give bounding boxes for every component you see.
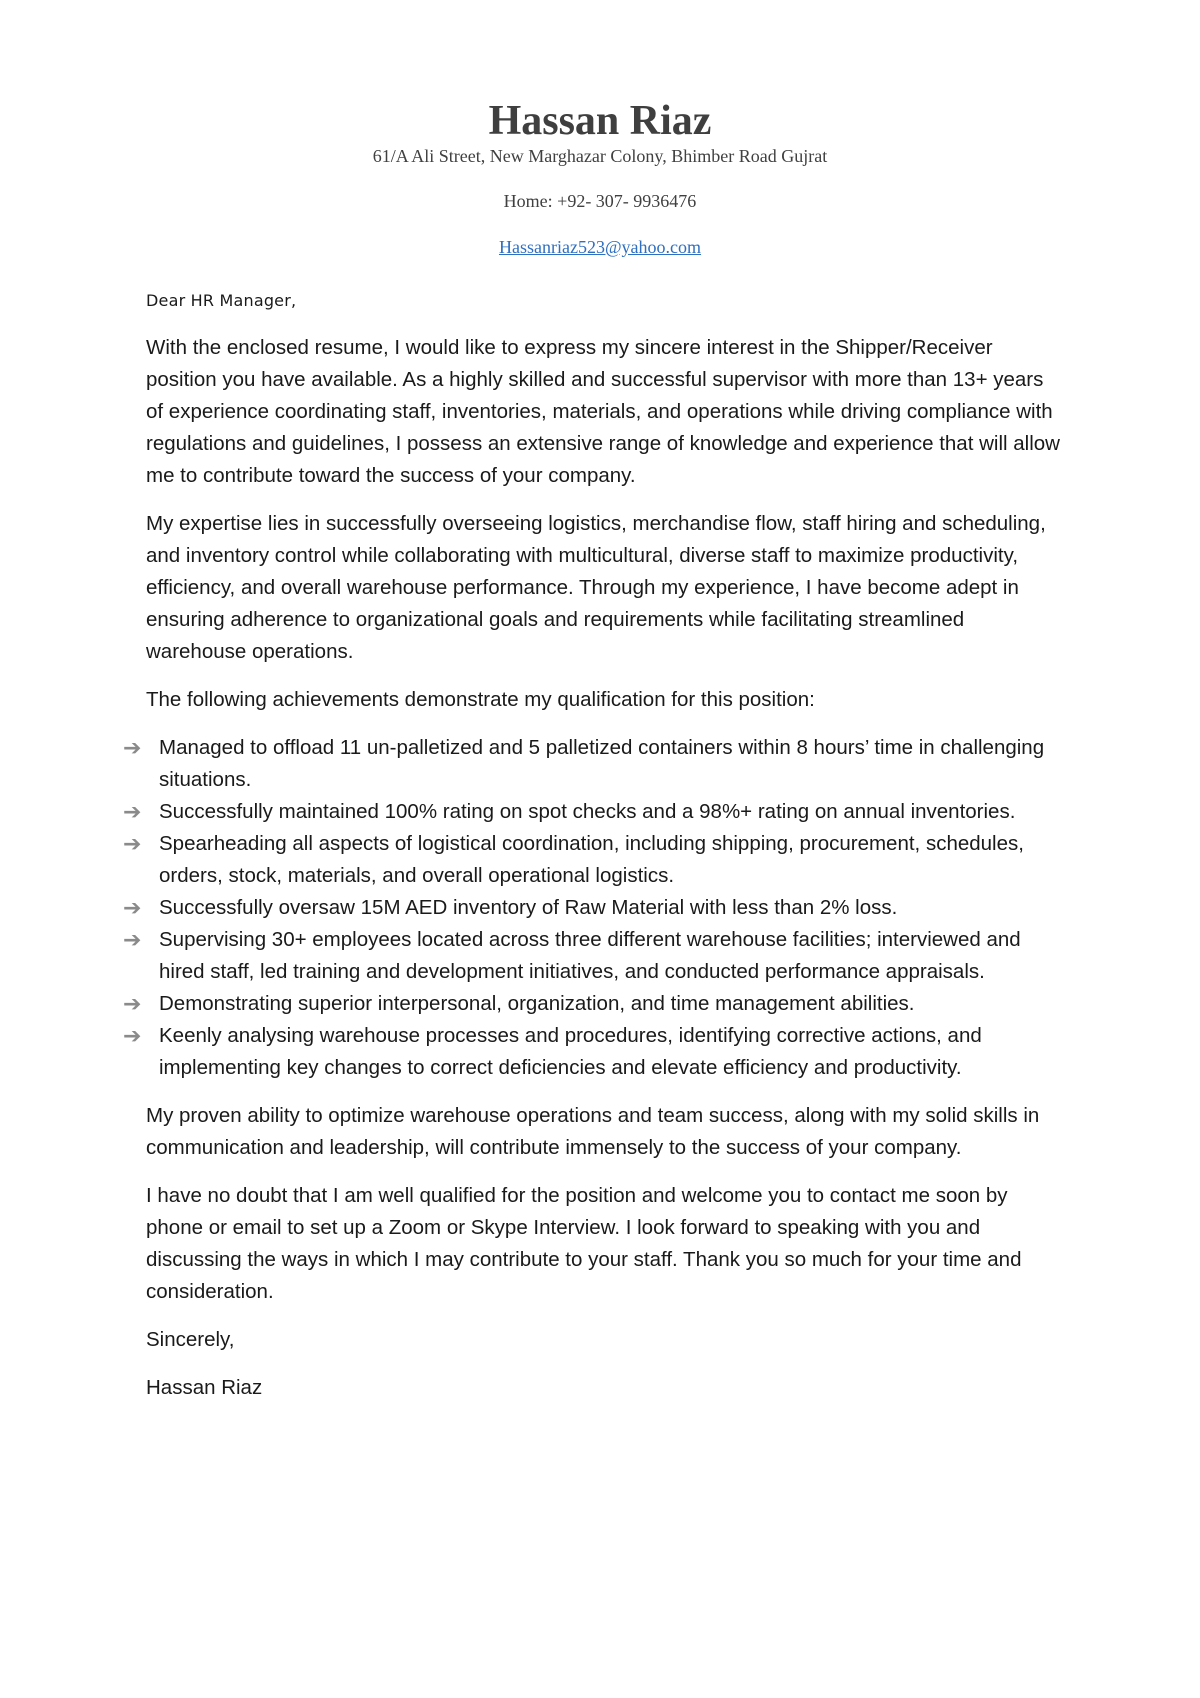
letterhead: [0, 97, 1200, 258]
achievement-text: Managed to offload 11 un-palletized and 5 palletized containers within 8 hours’ time in challenging situations.: [159, 736, 1045, 791]
salutation: Dear HR Manager,: [146, 291, 297, 310]
list-item: [123, 924, 1066, 988]
achievement-text: Keenly analysing warehouse processes and procedures, identifying corrective actions, and implementing key changes to correct deficiencies and elevate efficiency and productivity.: [159, 1024, 982, 1079]
achievements-intro: The following achievements demonstrate my qualification for this position:: [146, 688, 815, 711]
arrow-right-icon: ➔: [123, 735, 142, 760]
sender-phone: Home: +92- 307- 9936476: [503, 191, 697, 211]
achievement-text: Supervising 30+ employees located across three different warehouse facilities; interviewed and hired staff, led training and development initiatives, and conducted performance appraisals.: [159, 928, 1021, 983]
arrow-right-icon: ➔: [123, 1023, 142, 1048]
contact-request-paragraph: I have no doubt that I am well qualified for the position and welcome you to contact me soon by phone or email to set up a Zoom or Skype Interview. I look forward to speaking with you and discussing the ways in which I may contribute to your staff. Thank you so much for your time and consideration.: [146, 1184, 1022, 1303]
signoff: Sincerely,: [146, 1328, 235, 1351]
achievement-text: Successfully oversaw 15M AED inventory of Raw Material with less than 2% loss.: [159, 896, 898, 919]
achievement-text: Successfully maintained 100% rating on spot checks and a 98%+ rating on annual inventories.: [159, 800, 1016, 823]
letter-body: [123, 290, 1066, 1420]
list-item: [123, 892, 1066, 924]
arrow-right-icon: ➔: [123, 991, 142, 1016]
list-item: [123, 988, 1066, 1020]
arrow-right-icon: ➔: [123, 895, 142, 920]
list-item: [123, 1020, 1066, 1084]
achievements-list: [123, 732, 1066, 1084]
sender-email-link[interactable]: Hassanriaz523@yahoo.com: [498, 237, 702, 257]
sender-address: 61/A Ali Street, New Marghazar Colony, Bhimber Road Gujrat: [372, 146, 828, 166]
arrow-right-icon: ➔: [123, 927, 142, 952]
expertise-paragraph: My expertise lies in successfully overseeing logistics, merchandise flow, staff hiring and scheduling, and inventory control while collaborating with multicultural, diverse staff to maximize productivity, efficiency, and overall warehouse performance. Through my experience, I have become adept in ensuring adherence to organizational goals and requirements while facilitating streamlined warehouse operations.: [146, 512, 1046, 663]
list-item: [123, 828, 1066, 892]
list-item: [123, 732, 1066, 796]
arrow-right-icon: ➔: [123, 831, 142, 856]
intro-paragraph: With the enclosed resume, I would like to express my sincere interest in the Shipper/Receiver position you have available. As a highly skilled and successful supervisor with more than 13+ years of experience coordinating staff, inventories, materials, and operations while driving compliance with regulations and guidelines, I possess an extensive range of knowledge and experience that will allow me to contribute toward the success of your company.: [146, 336, 1060, 487]
sender-name: Hassan Riaz: [488, 98, 712, 144]
ability-paragraph: My proven ability to optimize warehouse operations and team success, along with my solid skills in communication and leadership, will contribute immensely to the success of your company.: [146, 1104, 1040, 1159]
arrow-right-icon: ➔: [123, 799, 142, 824]
signature-name: Hassan Riaz: [146, 1376, 263, 1399]
list-item: [123, 796, 1066, 828]
achievement-text: Demonstrating superior interpersonal, organization, and time management abilities.: [159, 992, 915, 1015]
achievement-text: Spearheading all aspects of logistical coordination, including shipping, procurement, schedules, orders, stock, materials, and overall operational logistics.: [159, 832, 1024, 887]
